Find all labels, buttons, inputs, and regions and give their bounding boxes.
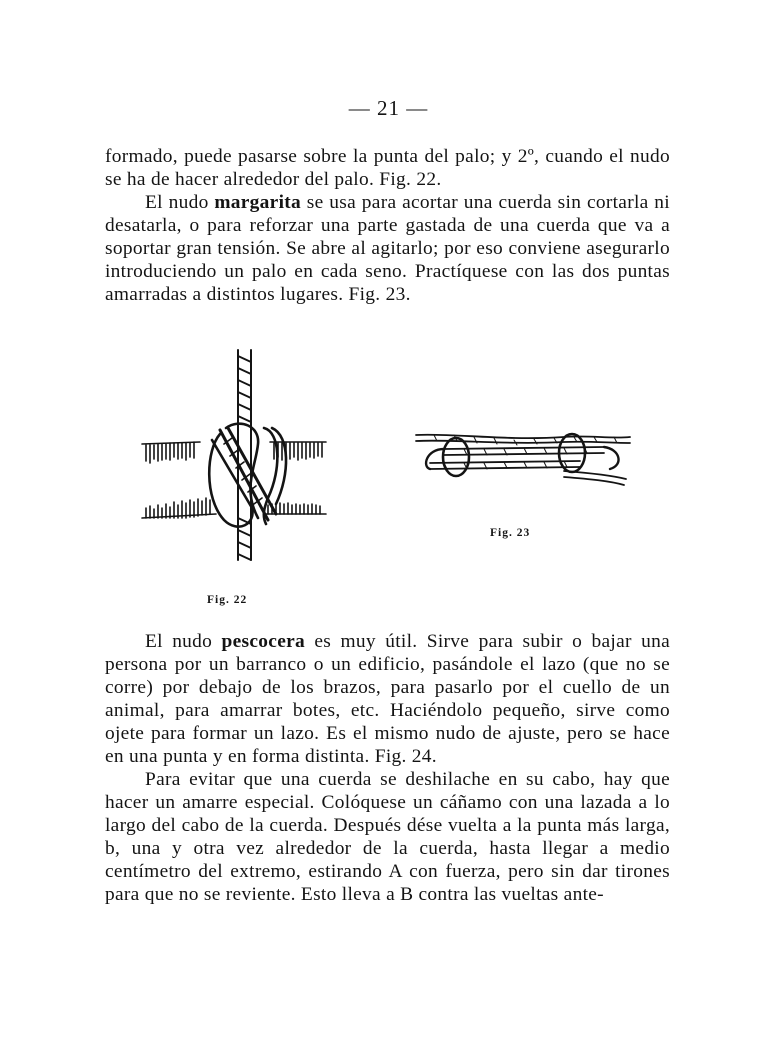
top-text-block [105,145,670,306]
paragraph-continuation: formado, puede pasarse sobre la punta del palo; y 2º, cuando el nudo se ha de hacer alrededor del palo. Fig. 22. [105,146,670,190]
bottom-text-block [105,630,670,906]
paragraph-amarre: Para evitar que una cuerda se deshilache en su cabo, hay que hacer un amarre especial. Colóquese un cáñamo con una lazada a lo largo del cabo de la cuerda. Después dése vuelta a la punta más larga, b, una y otra vez alrededor de la cuerda, hasta llegar a medio centímetro del extremo, estirando A con fuerza, pero sin dar tirones para que no se reviente. Esto lleva a B contra las vueltas ante- [105,769,670,905]
end-bights [426,447,618,469]
paragraph-margarita-intro: El nudo [145,192,215,213]
page-number: — 21 — [348,96,429,120]
term-pescocera: pescocera [221,631,306,652]
paragraph-margarita-body: se usa para acortar una cuerda sin cortarla ni desatarla, o para reforzar una parte gastada de una cuerda que va a soportar gran tensión. Se abre al agitarlo; por eso conviene asegurarlo introduciendo un palo en cada seno. Practíquese con las dos puntas amarradas a distintos lugares. Fig. 23. [105,192,670,305]
term-margarita: margarita [214,192,302,213]
knot-loops [209,424,286,527]
figure-23-caption: Fig. 23 [490,527,531,539]
paragraph-margarita [105,191,670,306]
paragraph-pescocera-intro: El nudo [145,631,222,652]
knot-figure-23 [414,423,632,493]
figure-22-caption: Fig. 22 [207,594,248,606]
paragraph-pescocera-body: es muy útil. Sirve para subir o bajar una persona por un barranco o un edificio, pasándole el lazo (que no se corre) por debajo de los brazos, para pasarlo por el cuello de un animal, para amarrar botes, etc. Haciéndolo pequeño, sirve como ojete para formar un lazo. Es el mismo nudo de ajuste, pero se hace en una punta y en forma distinta. Fig. 24. [105,631,671,767]
lower-post-row [142,498,326,518]
paragraph-pescocera [105,630,670,768]
knot-figure-22 [140,348,330,570]
